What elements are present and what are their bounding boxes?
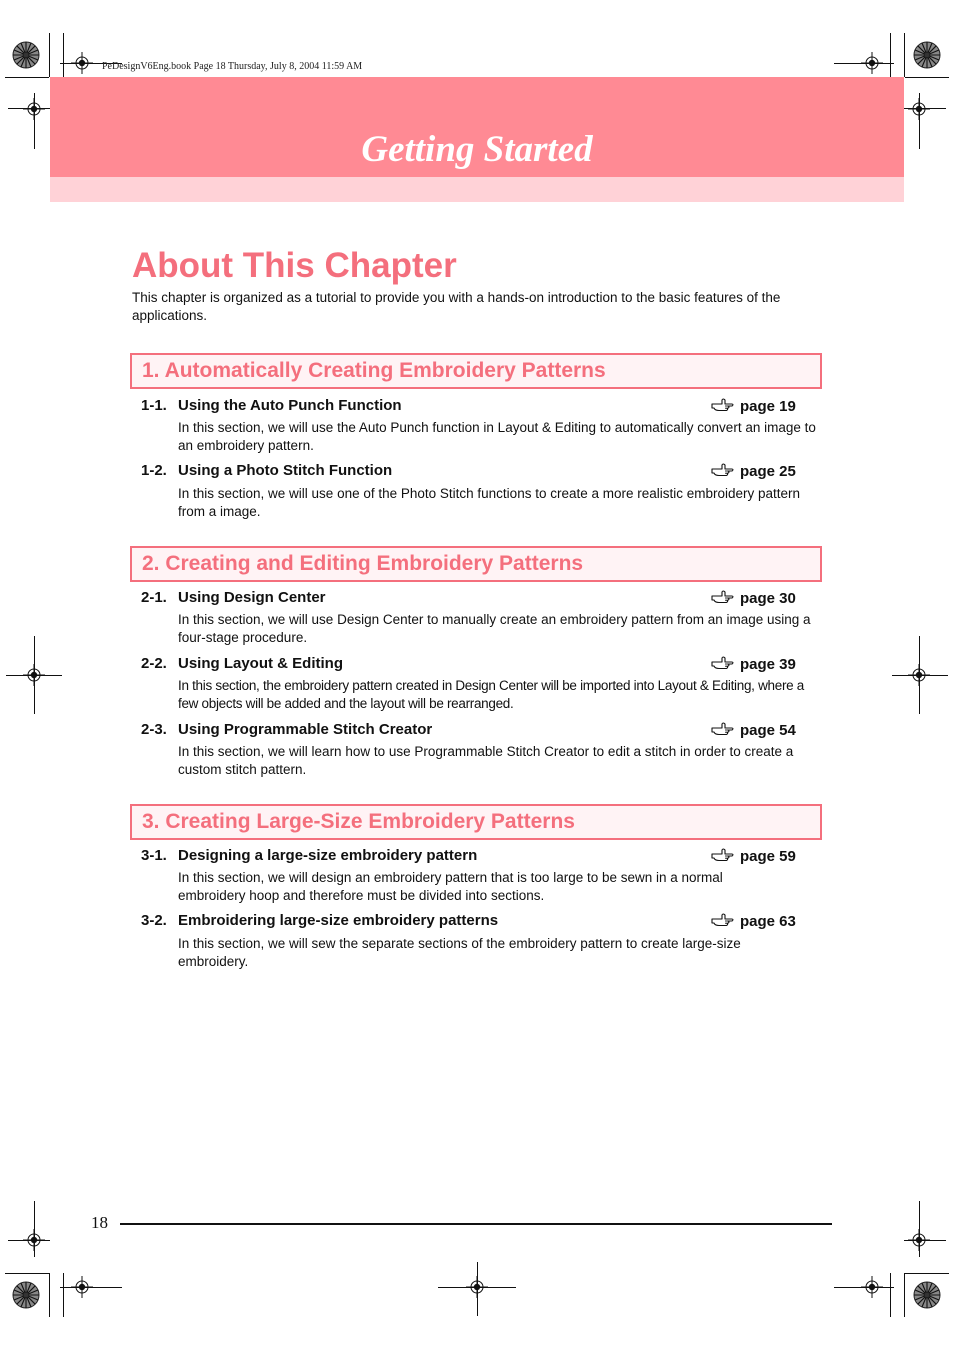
section-title: 2. Creating and Editing Embroidery Patterns <box>142 552 584 575</box>
crop-mark-line <box>5 77 49 78</box>
item-number: 3-1. <box>141 847 167 864</box>
crop-mark-line <box>477 1262 478 1316</box>
crop-mark-line <box>904 1240 946 1241</box>
pointing-hand-icon <box>710 589 736 605</box>
crop-mark-line <box>5 1273 49 1274</box>
page-reference-link[interactable] <box>710 462 802 481</box>
color-dial-icon <box>12 1281 40 1309</box>
page-reference-link[interactable] <box>710 589 802 608</box>
section-2-header <box>130 546 822 582</box>
crop-mark-line <box>919 93 920 149</box>
page-reference-link[interactable] <box>710 721 802 740</box>
crop-mark-line <box>8 108 50 109</box>
page-reference-link[interactable] <box>710 912 802 931</box>
item-number: 2-1. <box>141 589 167 606</box>
item-description: In this section, we will use the Auto Punch function in Layout & Editing to automatically convert an image to an embroidery pattern. <box>178 420 816 453</box>
item-description: In this section, we will design an embroidery pattern that is too large to be sewn in a normal embroidery hoop and therefore must be divided into sections. <box>178 870 723 903</box>
section-3-header <box>130 804 822 840</box>
crop-mark-line <box>34 93 35 149</box>
crop-mark-line <box>892 675 948 676</box>
page-reference-label: page 39 <box>740 656 796 673</box>
crop-mark-line <box>63 33 64 77</box>
crop-mark-line <box>904 33 905 77</box>
crop-mark-line <box>904 108 946 109</box>
item-number: 1-1. <box>141 397 167 414</box>
item-title: Embroidering large-size embroidery patterns <box>178 912 499 929</box>
crop-mark-line <box>8 1240 50 1241</box>
header-band-light <box>50 177 904 202</box>
pointing-hand-icon <box>710 847 736 863</box>
item-title: Designing a large-size embroidery pattern <box>178 847 478 864</box>
item-description: In this section, we will use Design Center to manually create an embroidery pattern from an image using a four-stage procedure. <box>178 612 811 645</box>
page-reference-label: page 54 <box>740 722 796 739</box>
page-reference-label: page 30 <box>740 590 796 607</box>
page-reference-label: page 59 <box>740 848 796 865</box>
item-description: In this section, the embroidery pattern created in Design Center will be imported into Layout & Editing, where a few objects will be added and the layout will be rearranged. <box>178 678 805 711</box>
page-reference-link[interactable] <box>710 847 802 866</box>
section-title: 3. Creating Large-Size Embroidery Patterns <box>142 810 575 833</box>
page-reference-label: page 19 <box>740 398 796 415</box>
color-dial-icon <box>12 41 40 69</box>
item-title: Using Programmable Stitch Creator <box>178 721 433 738</box>
crop-mark-line <box>49 33 50 77</box>
page-reference-label: page 63 <box>740 913 796 930</box>
pointing-hand-icon <box>710 462 736 478</box>
crop-mark-line <box>904 1273 905 1317</box>
page-reference-link[interactable] <box>710 655 802 674</box>
crop-mark-line <box>905 1273 949 1274</box>
section-title: 1. Automatically Creating Embroidery Patterns <box>142 359 606 382</box>
chapter-title: About This Chapter <box>132 246 457 285</box>
book-info: PeDesignV6Eng.book Page 18 Thursday, July 8, 2004 11:59 AM <box>102 61 363 72</box>
crop-mark-line <box>34 1201 35 1257</box>
color-dial-icon <box>913 1281 941 1309</box>
crop-mark-line <box>834 1287 894 1288</box>
crop-mark-line <box>834 63 894 64</box>
item-description: In this section, we will sew the separate sections of the embroidery pattern to create large-size embroidery. <box>178 936 741 969</box>
pointing-hand-icon <box>710 912 736 928</box>
item-number: 3-2. <box>141 912 167 929</box>
item-title: Using a Photo Stitch Function <box>178 462 393 479</box>
chapter-intro: This chapter is organized as a tutorial to provide you with a hands-on introduction to the basic features of the applications. <box>132 290 781 323</box>
item-title: Using the Auto Punch Function <box>178 397 402 414</box>
crop-mark-line <box>63 1273 64 1317</box>
pointing-hand-icon <box>710 655 736 671</box>
page-number: 18 <box>91 1213 108 1232</box>
crop-mark-line <box>49 1273 50 1317</box>
crop-mark-line <box>60 1287 122 1288</box>
item-description: In this section, we will learn how to use Programmable Stitch Creator to edit a stitch in order to create a custom stitch pattern. <box>178 744 794 777</box>
band-title: Getting Started <box>361 129 593 170</box>
pointing-hand-icon <box>710 721 736 737</box>
crop-mark-line <box>890 1273 891 1317</box>
item-number: 2-3. <box>141 721 167 738</box>
section-1-header <box>130 353 822 389</box>
crop-mark-line <box>890 33 891 77</box>
crop-mark-line <box>919 1201 920 1257</box>
item-description: In this section, we will use one of the Photo Stitch functions to create a more realistic embroidery pattern from a image. <box>178 486 801 519</box>
item-number: 1-2. <box>141 462 167 479</box>
page-reference-label: page 25 <box>740 463 796 480</box>
color-dial-icon <box>913 41 941 69</box>
page-reference-link[interactable] <box>710 397 802 416</box>
item-number: 2-2. <box>141 655 167 672</box>
item-title: Using Layout & Editing <box>178 655 343 672</box>
footer-rule <box>120 1223 832 1225</box>
crop-mark-line <box>6 675 62 676</box>
crop-mark-line <box>905 77 949 78</box>
pointing-hand-icon <box>710 397 736 413</box>
item-title: Using Design Center <box>178 589 326 606</box>
